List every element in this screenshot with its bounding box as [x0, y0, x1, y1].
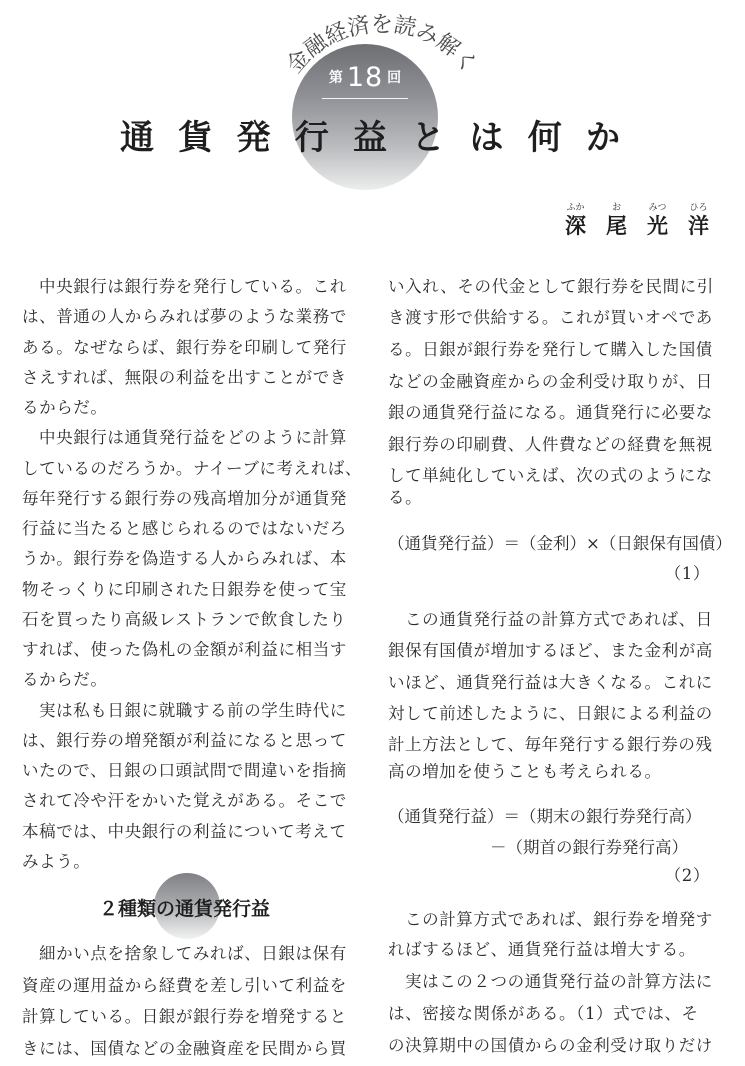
author-ruby: ふか	[566, 203, 585, 213]
author-kanji: 深	[565, 214, 586, 238]
body-line: うか。銀行券を偽造する人からみれば、本	[22, 549, 347, 568]
author-name	[565, 202, 709, 238]
title-char: か	[586, 118, 620, 158]
body-line: る。	[388, 488, 423, 507]
body-line: 毎年発行する銀行券の残高増加分が通貨発	[22, 489, 347, 508]
article-title	[120, 110, 620, 160]
title-char: 発	[236, 118, 271, 158]
body-line: さえすれば、無限の利益を出すことができ	[22, 368, 347, 387]
body-line: きには、国債などの金融資産を民間から買	[22, 1039, 347, 1058]
body-line: 実はこの２つの通貨発行益の計算方法に	[405, 972, 713, 991]
title-char: 貨	[178, 118, 213, 158]
formula-1: （通貨発行益）＝（金利）×（日銀保有国債）	[388, 534, 732, 553]
body-line: この通貨発行益の計算方式であれば、日	[405, 610, 713, 629]
author-ruby: みつ	[648, 203, 667, 213]
author-char	[647, 202, 668, 238]
body-line: は、普通の人からみれば夢のような業務で	[22, 307, 347, 326]
formula-1-number: （1）	[664, 564, 710, 583]
title-char: 益	[353, 118, 387, 158]
body-line: は、銀行券の増発額が利益になると思って	[22, 731, 347, 750]
body-line: 細かい点を捨象してみれば、日銀は保有	[39, 944, 347, 963]
body-line: 実は私も日銀に就職する前の学生時代に	[39, 701, 347, 720]
body-line: などの金融資産からの金利受け取りが、日	[388, 372, 713, 391]
body-line: る。日銀が銀行券を発行して購入した国債	[388, 340, 713, 359]
issue-suffix: 回	[387, 70, 402, 86]
author-kanji: 光	[647, 214, 668, 238]
body-line: 物そっくりに印刷された日銀券を使って宝	[22, 580, 347, 599]
author-char	[565, 202, 586, 238]
formula-2-line-2: －（期首の銀行券発行高）	[490, 838, 688, 857]
body-line: き渡す形で供給する。これが買いオペであ	[388, 308, 713, 327]
body-line: 対して前述したように、日銀による利益の	[388, 704, 713, 723]
body-line: 資産の運用益から経費を差し引いて利益を	[22, 976, 347, 995]
body-line: い入れ、その代金として銀行券を民間に引	[388, 277, 714, 296]
body-line: いたので、日銀の口頭試問で間違いを指摘	[22, 761, 347, 780]
body-line: るからだ。	[22, 398, 108, 417]
issue-prefix: 第	[328, 70, 343, 86]
body-line: 高の増加を使うことも考えられる。	[388, 762, 662, 781]
body-line: して単純化していえば、次の式のようにな	[388, 466, 713, 485]
title-char: と	[411, 118, 446, 158]
title-char: 何	[527, 118, 562, 158]
issue-underline	[322, 98, 408, 99]
body-line: 中央銀行は銀行券を発行している。これ	[39, 277, 347, 296]
formula-2-line-1: （通貨発行益）＝（期末の銀行券発行高）	[388, 807, 702, 826]
body-line: は、密接な関係がある。（1）式では、そ	[388, 1004, 699, 1023]
body-line: 中央銀行は通貨発行益をどのように計算	[39, 428, 347, 447]
body-line: 計上方法として、毎年発行する銀行券の残	[388, 735, 713, 754]
section-heading: ２種類の通貨発行益	[98, 898, 270, 920]
body-line: すれば、使った偽札の金額が利益に相当す	[22, 640, 347, 659]
body-line: ある。なぜならば、銀行券を印刷して発行	[22, 338, 347, 357]
body-line: 計算している。日銀が銀行券を増発すると	[22, 1007, 347, 1026]
body-line: いほど、通貨発行益は大きくなる。これに	[388, 673, 713, 692]
author-ruby: ひろ	[689, 203, 708, 213]
issue-number-label	[320, 62, 410, 93]
body-line: 銀行券の印刷費、人件費などの経費を無視	[388, 435, 713, 454]
body-line: 石を買ったり高級レストランで飲食したり	[22, 610, 347, 629]
issue-number: 18	[346, 62, 384, 93]
body-line: ればするほど、通貨発行益は増大する。	[388, 940, 696, 959]
title-char: 行	[294, 118, 329, 158]
author-char	[688, 202, 709, 238]
body-line: されて冷や汗をかいた覚えがある。そこで	[22, 791, 347, 810]
body-line: 銀保有国債が増加するほど、また金利が高	[388, 641, 713, 660]
body-line: の決算期中の国債からの金利受け取りだけ	[388, 1036, 713, 1055]
title-char: 通	[120, 118, 154, 158]
body-line: 行益に当たると感じられるのではないだろ	[22, 519, 347, 538]
author-char	[606, 202, 627, 238]
title-char: は	[469, 118, 504, 158]
series-title: 金融経済を読み解く	[282, 12, 482, 79]
body-line: るからだ。	[22, 670, 108, 689]
body-line: しているのだろうか。ナイーブに考えれば、	[22, 459, 363, 478]
formula-2-number: （2）	[664, 866, 710, 885]
author-ruby: お	[611, 203, 621, 213]
body-line: 銀の通貨発行益になる。通貨発行に必要な	[388, 403, 713, 422]
body-line: みよう。	[22, 852, 91, 871]
series-title-arc	[262, 0, 502, 120]
author-kanji: 尾	[606, 214, 627, 238]
body-line: この計算方式であれば、銀行券を増発す	[405, 910, 713, 929]
body-line: 本稿では、中央銀行の利益について考えて	[22, 822, 347, 841]
author-kanji: 洋	[688, 214, 709, 238]
